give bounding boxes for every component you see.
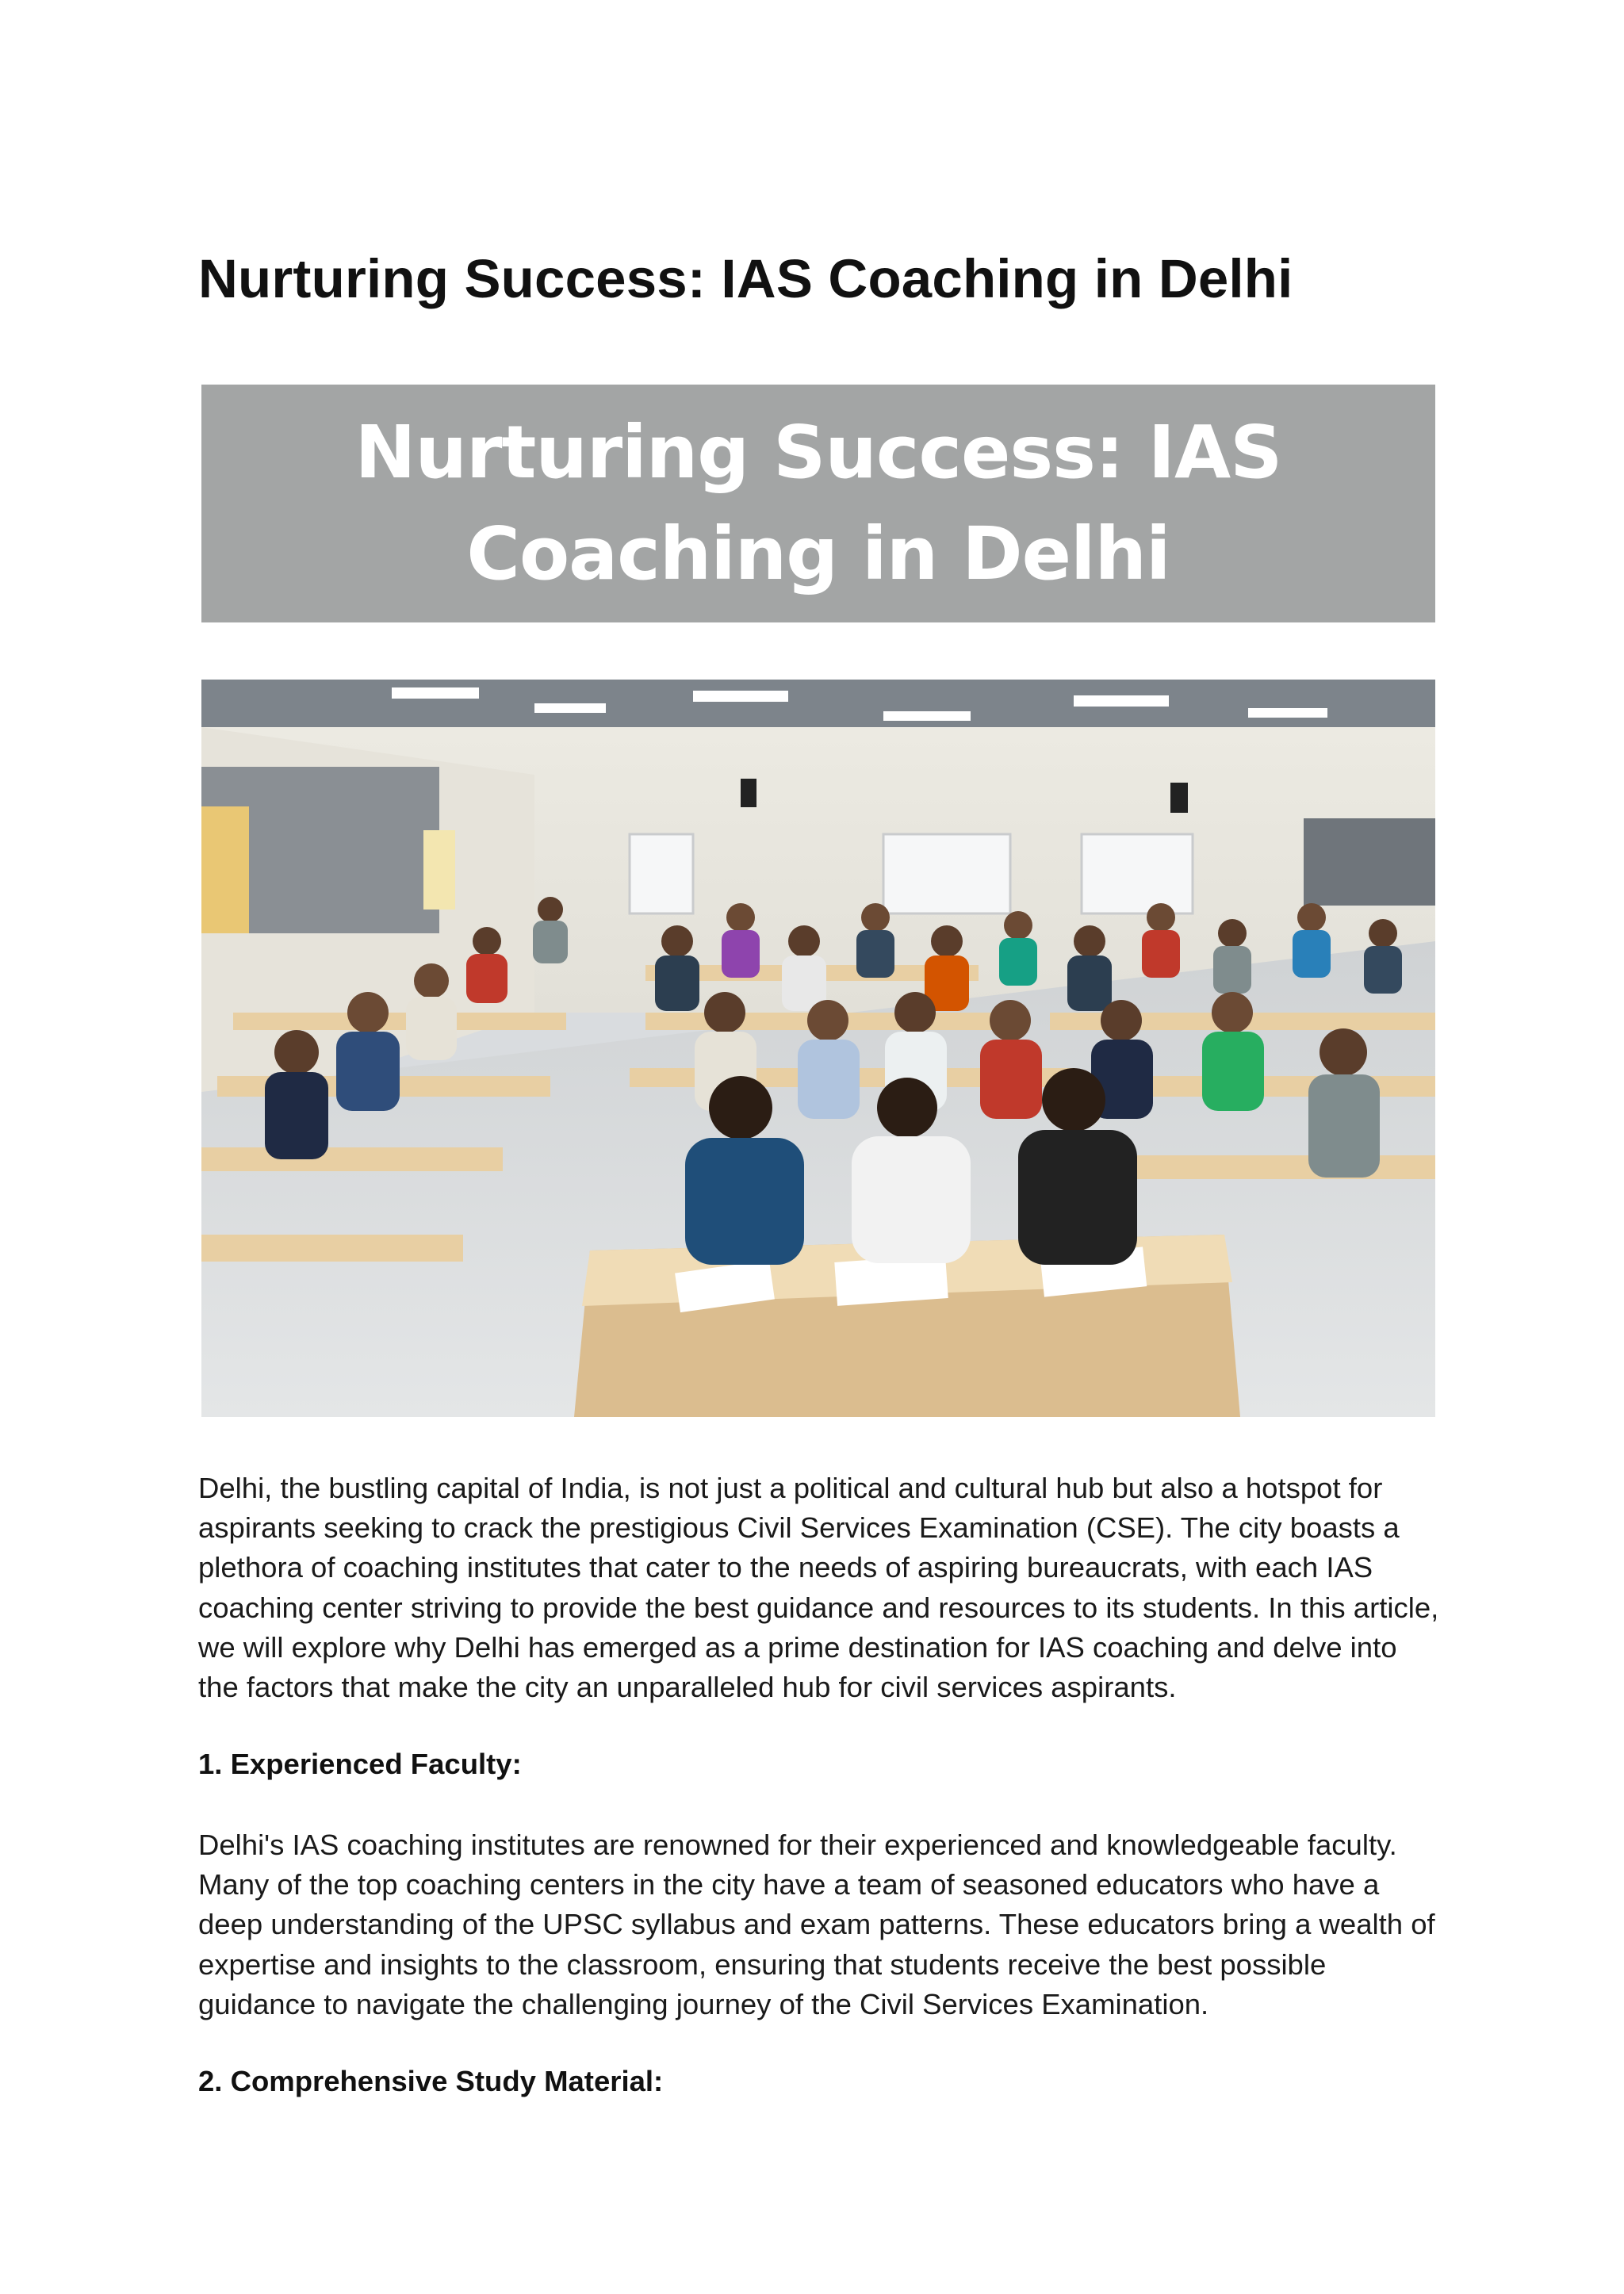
window	[1082, 834, 1193, 913]
title-banner	[201, 385, 1435, 622]
ceiling-light	[693, 691, 788, 702]
desk	[201, 1235, 463, 1262]
window	[630, 834, 693, 913]
banner-line-2: Coaching in Delhi	[466, 511, 1170, 596]
banner-line-1: Nurturing Success: IAS	[354, 410, 1282, 495]
ceiling-light	[1074, 695, 1169, 707]
ceiling-light	[1248, 708, 1327, 718]
speaker	[1170, 783, 1188, 813]
whiteboard	[1304, 818, 1435, 906]
window	[883, 834, 1010, 913]
intro-paragraph: Delhi, the bustling capital of India, is not just a political and cultural hub but also a hotspot for aspirants seeking to crack the prestigious Civil Services Examination (CSE). The city boasts a plethora of coaching institutes that cater to the needs of aspiring bureaucrats, with each IAS coaching center striving to provide the best guidance and resources to its students. In this article, we will explore why Delhi has emerged as a prime destination for IAS coaching and delve into the factors that make the city an unparalleled hub for civil services aspirants.	[198, 1472, 1439, 1704]
ceiling-light	[392, 687, 479, 699]
ceiling-light	[883, 711, 971, 721]
desk	[201, 1147, 503, 1171]
speaker	[741, 779, 756, 807]
section-heading-study-material: 2. Comprehensive Study Material:	[198, 2065, 664, 2097]
classroom-illustration	[201, 680, 1435, 1417]
section-heading-experienced-faculty: 1. Experienced Faculty:	[198, 1748, 522, 1780]
desk	[1137, 1155, 1435, 1179]
ceiling-light	[534, 703, 606, 713]
desk	[233, 1013, 566, 1030]
page-title: Nurturing Success: IAS Coaching in Delhi	[198, 248, 1293, 309]
classroom-photo	[201, 680, 1435, 1417]
faculty-paragraph: Delhi's IAS coaching institutes are renowned for their experienced and knowledgeable faculty. Many of the top coaching centers in the city have a team of seasoned educators who have a deep understanding of the UPSC syllabus and exam patterns. These educators bring a wealth of expertise and insights to the classroom, ensuring that students receive the best possible guidance to navigate the challenging journey of the Civil Services Examination.	[198, 1829, 1435, 2020]
